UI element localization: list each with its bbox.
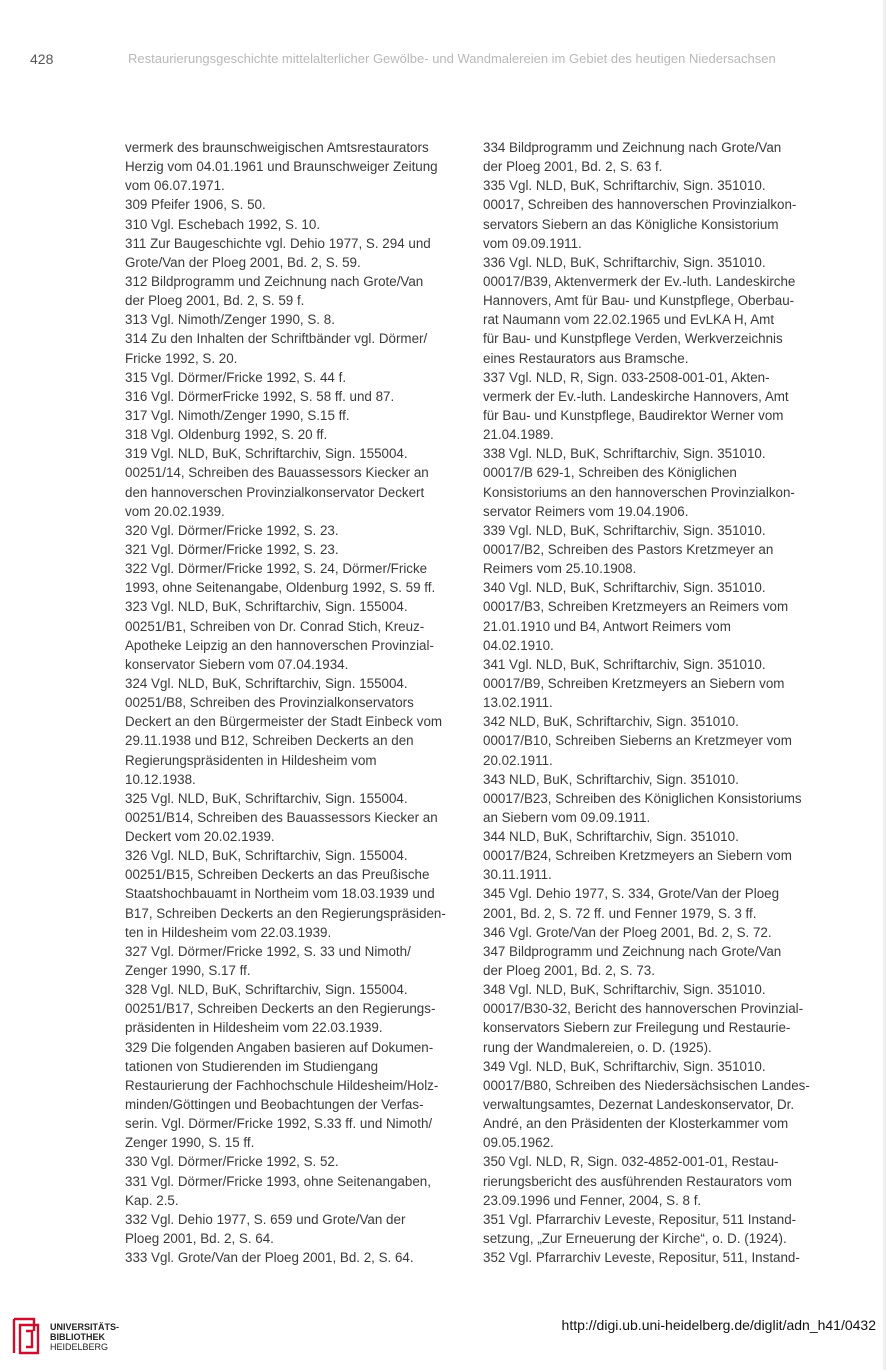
footnote-line: 350 Vgl. NLD, R, Sign. 032-4852-001-01, Restau-	[483, 1154, 779, 1170]
footnote-line: Deckert vom 20.02.1939.	[125, 829, 275, 845]
footnote-line: 00251/B17, Schreiben Deckerts an den Regierungs-	[125, 1001, 436, 1017]
footnote-line: eines Restaurators aus Bramsche.	[483, 350, 689, 366]
footnote-line: Grote/Van der Ploeg 2001, Bd. 2, S. 59.	[125, 254, 361, 270]
footnote-line: an Siebern vom 09.09.1911.	[483, 809, 651, 825]
footnote-line: vom 09.09.1911.	[483, 235, 582, 251]
footnote-line: 347 Bildprogramm und Zeichnung nach Grote/Van	[483, 943, 782, 959]
footnote-line: rierungsbericht des ausführenden Restaurators vom	[483, 1173, 792, 1189]
footnote-line: 00017/B2, Schreiben des Pastors Kretzmeyer an	[483, 541, 774, 557]
footnote-line: Zenger 1990, S. 15 ff.	[125, 1135, 255, 1151]
footnote-line: 322 Vgl. Dörmer/Fricke 1992, S. 24, Dörmer/Fricke	[125, 561, 428, 577]
footnote-line: 342 NLD, BuK, Schriftarchiv, Sign. 351010.	[483, 714, 739, 730]
footnote-line: 313 Vgl. Nimoth/Zenger 1990, S. 8.	[125, 312, 335, 328]
footnote-line: 349 Vgl. NLD, BuK, Schriftarchiv, Sign. 351010.	[483, 1058, 766, 1074]
footnote-line: für Bau- und Kunstpflege, Baudirektor Werner vom	[483, 407, 784, 423]
footnote-line: 309 Pfeifer 1906, S. 50.	[125, 197, 266, 213]
footnote-line: vermerk des braunschweigischen Amtsrestaurators	[125, 140, 429, 155]
footnote-line: setzung, „Zur Erneuerung der Kirche“, o. D. (1924).	[483, 1231, 787, 1247]
footnote-line: 344 NLD, BuK, Schriftarchiv, Sign. 351010.	[483, 829, 739, 845]
footnote-line: 333 Vgl. Grote/Van der Ploeg 2001, Bd. 2, S. 64.	[125, 1250, 414, 1266]
footnote-line: 09.05.1962.	[483, 1135, 554, 1151]
footnote-line: 314 Zu den Inhalten der Schriftbänder vgl. Dörmer/	[125, 331, 428, 347]
footnote-line: für Bau- und Kunstpflege Verden, Werkverzeichnis	[483, 331, 783, 347]
footnote-line: 348 Vgl. NLD, BuK, Schriftarchiv, Sign. 351010.	[483, 982, 766, 998]
footnote-line: 346 Vgl. Grote/Van der Ploeg 2001, Bd. 2, S. 72.	[483, 924, 772, 940]
footnote-line: vom 20.02.1939.	[125, 503, 225, 519]
footnote-line: rat Naumann vom 22.02.1965 und EvLKA H, Amt	[483, 312, 775, 328]
footnote-line: 00251/B14, Schreiben des Bauassessors Kiecker an	[125, 809, 438, 825]
footnote-line: 326 Vgl. NLD, BuK, Schriftarchiv, Sign. 155004.	[125, 848, 408, 864]
footnote-line: 341 Vgl. NLD, BuK, Schriftarchiv, Sign. 351010.	[483, 656, 766, 672]
library-logo-icon	[10, 1317, 42, 1355]
footnote-line: konservators Siebern zur Freilegung und Restaurie-	[483, 1020, 791, 1036]
footnote-line: 00017/B23, Schreiben des Königlichen Konsistoriums	[483, 790, 802, 806]
footnote-line: 2001, Bd. 2, S. 72 ff. und Fenner 1979, S. 3 ff.	[483, 905, 757, 921]
footnote-line: 335 Vgl. NLD, BuK, Schriftarchiv, Sign. 351010.	[483, 178, 766, 194]
footnote-line: vom 06.07.1971.	[125, 178, 225, 194]
footnote-line: 00017/B30-32, Bericht des hannoverschen Provinzial-	[483, 1001, 804, 1017]
library-logo-text	[50, 1322, 119, 1352]
footnote-line: 332 Vgl. Dehio 1977, S. 659 und Grote/Van der	[125, 1211, 406, 1227]
footnote-line: Fricke 1992, S. 20.	[125, 350, 238, 366]
footnote-line: Konsistoriums an den hannoverschen Provinzialkon-	[483, 484, 795, 500]
footnote-line: 00251/B15, Schreiben Deckerts an das Preußische	[125, 867, 430, 883]
footnote-line: 00251/B8, Schreiben des Provinzialkonservators	[125, 695, 414, 711]
footnote-line: der Ploeg 2001, Bd. 2, S. 59 f.	[125, 293, 305, 309]
footnote-line: servators Siebern an das Königliche Konsistorium	[483, 216, 779, 232]
footnote-line: 00017/B 629-1, Schreiben des Königlichen	[483, 465, 737, 481]
footnote-line: 10.12.1938.	[125, 771, 196, 787]
footnote-line: 20.02.1911.	[483, 752, 553, 768]
footnote-line: den hannoverschen Provinzialkonservator Deckert	[125, 484, 425, 500]
footnote-line: 345 Vgl. Dehio 1977, S. 334, Grote/Van der Ploeg	[483, 886, 780, 902]
footnote-line: serin. Vgl. Dörmer/Fricke 1992, S.33 ff. und Nimoth/	[125, 1116, 433, 1132]
footnote-line: 334 Bildprogramm und Zeichnung nach Grote/Van	[483, 140, 782, 155]
footnote-line: 317 Vgl. Nimoth/Zenger 1990, S.15 ff.	[125, 407, 350, 423]
footnote-line: 00251/14, Schreiben des Bauassessors Kiecker an	[125, 465, 429, 481]
footnote-line: 343 NLD, BuK, Schriftarchiv, Sign. 351010.	[483, 771, 739, 787]
footnote-line: Kap. 2.5.	[125, 1192, 179, 1208]
footnote-line: 319 Vgl. NLD, BuK, Schriftarchiv, Sign. 155004.	[125, 446, 408, 462]
logo-line: UNIVERSITÄTS-	[50, 1322, 120, 1332]
footnote-line: konservator Siebern vom 07.04.1934.	[125, 656, 349, 672]
footnote-line: 310 Vgl. Eschebach 1992, S. 10.	[125, 216, 321, 232]
footnote-line: der Ploeg 2001, Bd. 2, S. 73.	[483, 963, 655, 979]
footnote-line: Herzig vom 04.01.1961 und Braunschweiger Zeitung	[125, 159, 438, 175]
footnote-line: 00251/B1, Schreiben von Dr. Conrad Stich, Kreuz-	[125, 618, 425, 634]
footnote-line: tationen von Studierenden im Studiengang	[125, 1058, 379, 1074]
footnote-line: 336 Vgl. NLD, BuK, Schriftarchiv, Sign. 351010.	[483, 254, 766, 270]
footnote-line: 330 Vgl. Dörmer/Fricke 1992, S. 52.	[125, 1154, 339, 1170]
digital-library-link[interactable]: http://digi.ub.uni-heidelberg.de/diglit/adn_h41/0432	[561, 1317, 876, 1333]
footnote-line: servator Reimers vom 19.04.1906.	[483, 503, 689, 519]
footnote-line: 312 Bildprogramm und Zeichnung nach Grote/Van	[125, 273, 424, 289]
footnote-line: ten in Hildesheim vom 22.03.1939.	[125, 924, 332, 940]
footnote-line: 325 Vgl. NLD, BuK, Schriftarchiv, Sign. 155004.	[125, 790, 408, 806]
page-number: 428	[30, 51, 54, 67]
footnote-line: vermerk der Ev.-luth. Landeskirche Hannovers, Amt	[483, 388, 789, 404]
footnote-line: Hannovers, Amt für Bau- und Kunstpflege, Oberbau-	[483, 293, 795, 309]
footnote-line: Reimers vom 25.10.1908.	[483, 561, 637, 577]
footnote-line: 315 Vgl. Dörmer/Fricke 1992, S. 44 f.	[125, 369, 347, 385]
footnote-line: 311 Zur Baugeschichte vgl. Dehio 1977, S. 294 und	[125, 235, 431, 251]
footnote-line: 327 Vgl. Dörmer/Fricke 1992, S. 33 und Nimoth/	[125, 943, 411, 959]
footnote-line: Staatshochbauamt in Northeim vom 18.03.1939 und	[125, 886, 435, 902]
footnotes-left-column	[125, 138, 470, 1267]
footnote-line: André, an den Präsidenten der Klosterkammer vom	[483, 1116, 789, 1132]
footnote-line: 352 Vgl. Pfarrarchiv Leveste, Repositur, 511, Instand-	[483, 1250, 800, 1266]
footnote-line: Restaurierung der Fachhochschule Hildesheim/Holz-	[125, 1077, 439, 1093]
footnote-line: 00017/B9, Schreiben Kretzmeyers an Siebern vom	[483, 675, 785, 691]
footnote-line: der Ploeg 2001, Bd. 2, S. 63 f.	[483, 159, 663, 175]
footnote-line: 30.11.1911.	[483, 867, 552, 883]
footnote-line: präsidenten in Hildesheim vom 22.03.1939.	[125, 1020, 383, 1036]
footnote-line: Deckert an den Bürgermeister der Stadt Einbeck vom	[125, 714, 443, 730]
footnote-line: 323 Vgl. NLD, BuK, Schriftarchiv, Sign. 155004.	[125, 599, 408, 615]
footnote-line: Regierungspräsidenten in Hildesheim vom	[125, 752, 377, 768]
footnote-line: 339 Vgl. NLD, BuK, Schriftarchiv, Sign. 351010.	[483, 522, 766, 538]
footnote-line: 23.09.1996 und Fenner, 2004, S. 8 f.	[483, 1192, 702, 1208]
footnote-line: 00017, Schreiben des hannoverschen Provinzialkon-	[483, 197, 797, 213]
footnote-line: 00017/B10, Schreiben Sieberns an Kretzmeyer vom	[483, 733, 792, 749]
running-header: Restaurierungsgeschichte mittelalterlicher Gewölbe- und Wandmalereien im Gebiet des heutigen Niedersachsen	[128, 51, 776, 66]
footnote-line: 321 Vgl. Dörmer/Fricke 1992, S. 23.	[125, 541, 339, 557]
footnote-line: Ploeg 2001, Bd. 2, S. 64.	[125, 1231, 274, 1247]
footnote-line: 21.04.1989.	[483, 427, 554, 443]
footnote-line: rung der Wandmalereien, o. D. (1925).	[483, 1039, 712, 1055]
footnote-line: 329 Die folgenden Angaben basieren auf Dokumen-	[125, 1039, 434, 1055]
footnote-line: 324 Vgl. NLD, BuK, Schriftarchiv, Sign. 155004.	[125, 675, 408, 691]
footnote-line: 340 Vgl. NLD, BuK, Schriftarchiv, Sign. 351010.	[483, 580, 766, 596]
logo-line: HEIDELBERG	[50, 1342, 109, 1352]
footnote-line: 316 Vgl. DörmerFricke 1992, S. 58 ff. und 87.	[125, 388, 395, 404]
footnote-line: 331 Vgl. Dörmer/Fricke 1993, ohne Seitenangaben,	[125, 1173, 431, 1189]
footnotes-right-column	[483, 138, 828, 1267]
footnote-line: 328 Vgl. NLD, BuK, Schriftarchiv, Sign. 155004.	[125, 982, 408, 998]
footnote-line: 04.02.1910.	[483, 637, 554, 653]
footnote-line: Zenger 1990, S.17 ff.	[125, 963, 251, 979]
footnote-line: 338 Vgl. NLD, BuK, Schriftarchiv, Sign. 351010.	[483, 446, 766, 462]
footer	[0, 1305, 886, 1370]
footnote-line: minden/Göttingen und Beobachtungen der Verfas-	[125, 1097, 424, 1113]
footnote-line: B17, Schreiben Deckerts an den Regierungspräsiden-	[125, 905, 446, 921]
footnote-line: 29.11.1938 und B12, Schreiben Deckerts an den	[125, 733, 414, 749]
footnote-line: 337 Vgl. NLD, R, Sign. 033-2508-001-01, Akten-	[483, 369, 770, 385]
footnote-line: 320 Vgl. Dörmer/Fricke 1992, S. 23.	[125, 522, 339, 538]
footnote-line: 13.02.1911.	[483, 695, 553, 711]
footnote-line: verwaltungsamtes, Dezernat Landeskonservator, Dr.	[483, 1097, 795, 1113]
library-logo[interactable]	[10, 1315, 120, 1361]
footnote-line: 00017/B24, Schreiben Kretzmeyers an Siebern vom	[483, 848, 792, 864]
footnote-line: 1993, ohne Seitenangabe, Oldenburg 1992, S. 59 ff.	[125, 580, 436, 596]
footnote-line: 351 Vgl. Pfarrarchiv Leveste, Repositur, 511 Instand-	[483, 1211, 797, 1227]
footnote-line: 00017/B80, Schreiben des Niedersächsischen Landes-	[483, 1077, 810, 1093]
footnote-line: 318 Vgl. Oldenburg 1992, S. 20 ff.	[125, 427, 328, 443]
footnote-line: 21.01.1910 und B4, Antwort Reimers vom	[483, 618, 731, 634]
footnote-line: Apotheke Leipzig an den hannoverschen Provinzial-	[125, 637, 434, 653]
footnote-line: 00017/B3, Schreiben Kretzmeyers an Reimers vom	[483, 599, 789, 615]
footnote-line: 00017/B39, Aktenvermerk der Ev.-luth. Landeskirche	[483, 273, 796, 289]
logo-line: BIBLIOTHEK	[50, 1332, 105, 1342]
